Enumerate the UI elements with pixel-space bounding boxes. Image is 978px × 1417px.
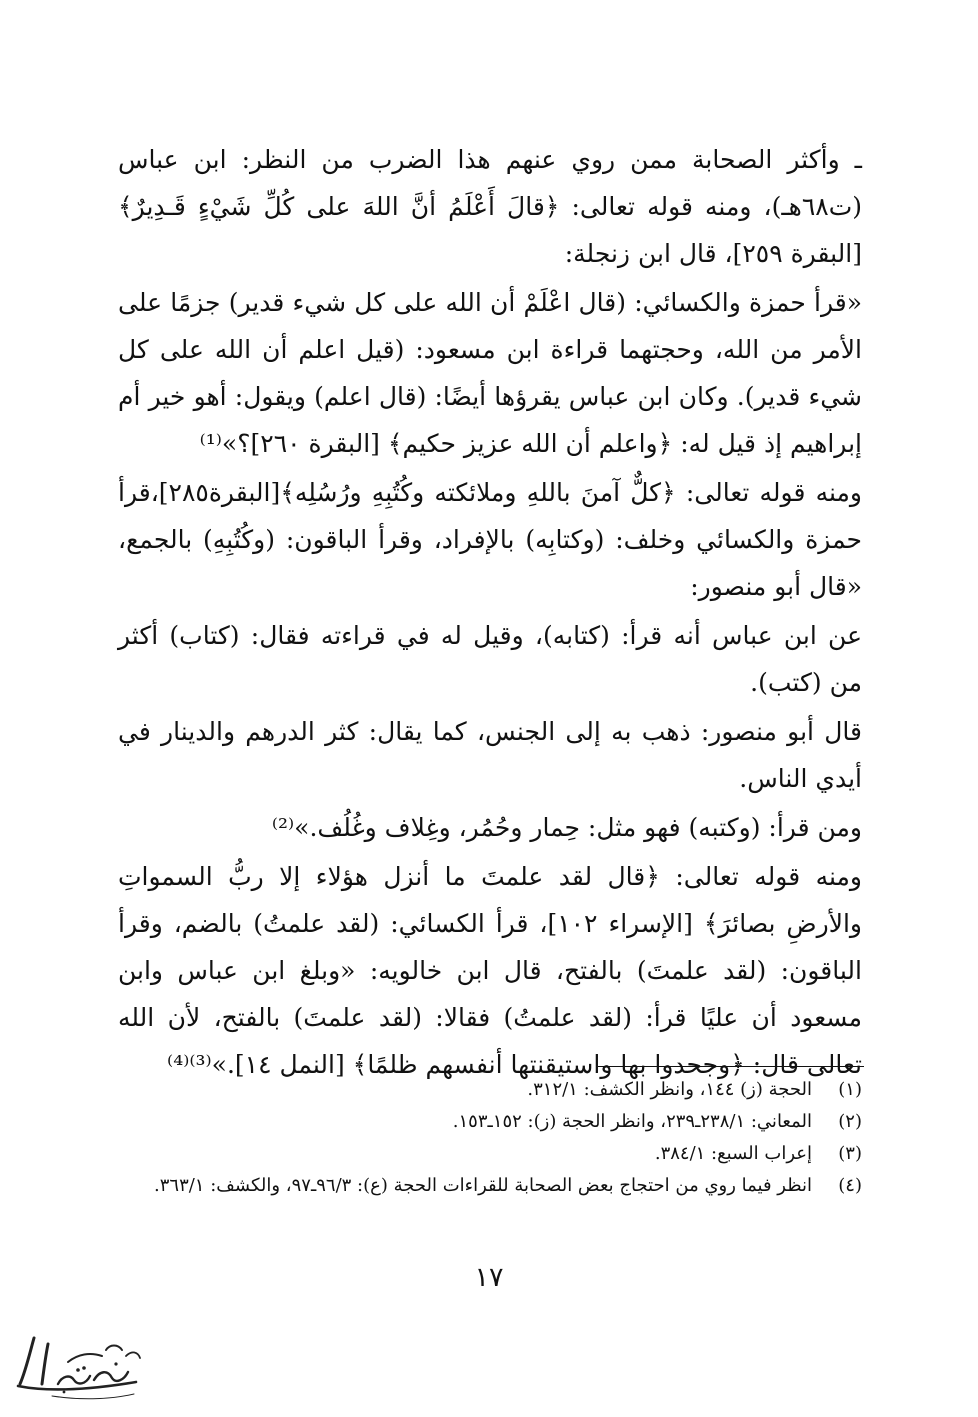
footnote xyxy=(118,1074,862,1106)
footnote xyxy=(118,1138,862,1170)
page-number: ١٧ xyxy=(474,1262,504,1293)
footnote-text: إعراب السبع: ٣٨٤/١. xyxy=(654,1143,812,1164)
calligraphy-logo xyxy=(8,1326,148,1406)
footnote xyxy=(118,1170,862,1202)
footnote xyxy=(118,1106,862,1138)
body-paragraph: ومنه قوله تعالى: ﴿كلٌّ آمنَ باللهِ وملائكته وكُتُبِهِ ورُسُلِه﴾[البقرة٢٨٥]،قرأ حمزة والكسائي وخلف: (وكتابِه) بالإفراد، وقرأ الباقون: (وكُتُبِهِ) بالجمع، «قال أبو منصور: xyxy=(118,478,862,601)
footnote-number: (١) xyxy=(838,1079,862,1100)
body-paragraph: ومن قرأ: (وكتبه) فهو مثل: حِمار وحُمُر، وغِلاف وغُلُف.»⁽²⁾ xyxy=(271,813,862,842)
footnote-number: (٢) xyxy=(838,1111,862,1132)
body-paragraph: «قرأ حمزة والكسائي: (قال اعْلَمْ أن الله على كل شيء قدير) جزمًا على الأمر من الله، وحجتهما قراءة ابن مسعود: (قيل اعلم أن الله على كل شيء قدير). وكان ابن عباس يقرؤها أيضًا: (قال اعلم) ويقول: أهو خير أم إبراهيم إذ قيل له: ﴿واعلم أن الله عزيز حكيم﴾ [البقرة ٢٦٠]؟»⁽¹⁾ xyxy=(118,288,862,458)
footnote-separator xyxy=(598,1066,864,1067)
footnote-text: الحجة (ز) ١٤٤، وانظر الكشف: ٣١٢/١. xyxy=(527,1079,812,1100)
footnote-number: (٣) xyxy=(838,1143,862,1164)
footnote-text: المعاني: ٢٣٨/١ـ٢٣٩، وانظر الحجة (ز): ١٥٢ـ١٥٣. xyxy=(452,1111,812,1132)
calligraphy-logo-icon xyxy=(8,1326,148,1406)
body-paragraph: ومنه قوله تعالى: ﴿قال لقد علمتَ ما أنزل هؤلاء إلا ربُّ السمواتِ والأرضِ بصائرَ﴾ [الإسراء ١٠٢]، قرأ الكسائي: (لقد علمتُ) بالضم، وقرأ الباقون: (لقد علمتَ) بالفتح، قال ابن خالويه: «وبلغ ابن عباس وابن مسعود أن عليًا قرأ: (لقد علمتُ) فقالا: (لقد علمتَ) بالفتح، لأن الله تعالى قال: ﴿وجحدوا بها واستيقنتها أنفسهم ظلمًا﴾ [النمل ١٤].»⁽³⁾⁽⁴⁾ xyxy=(118,862,862,1079)
main-text xyxy=(118,136,862,1090)
body-paragraph: عن ابن عباس أنه قرأ: (كتابه)، وقيل له في قراءته فقال: (كتاب) أكثر من (كتب). xyxy=(118,621,862,697)
footnote-number: (٤) xyxy=(838,1175,862,1196)
footnotes xyxy=(118,1074,862,1202)
body-paragraph: قال أبو منصور: ذهب به إلى الجنس، كما يقال: كثر الدرهم والدينار في أيدي الناس. xyxy=(118,717,862,793)
footnote-text: انظر فيما روي من احتجاج بعض الصحابة للقراءات الحجة (ع): ٩٦/٣ـ٩٧، والكشف: ٣٦٣/١. xyxy=(154,1175,812,1196)
body-paragraph: ـ وأكثر الصحابة ممن روي عنهم هذا الضرب من النظر: ابن عباس (ت٦٨هـ)، ومنه قوله تعالى: ﴿قالَ أَعْلَمُ أنَّ اللهَ على كُلِّ شَيْءٍ قَـدِيرٌ﴾ [البقرة ٢٥٩]، قال ابن زنجلة: xyxy=(118,145,862,268)
